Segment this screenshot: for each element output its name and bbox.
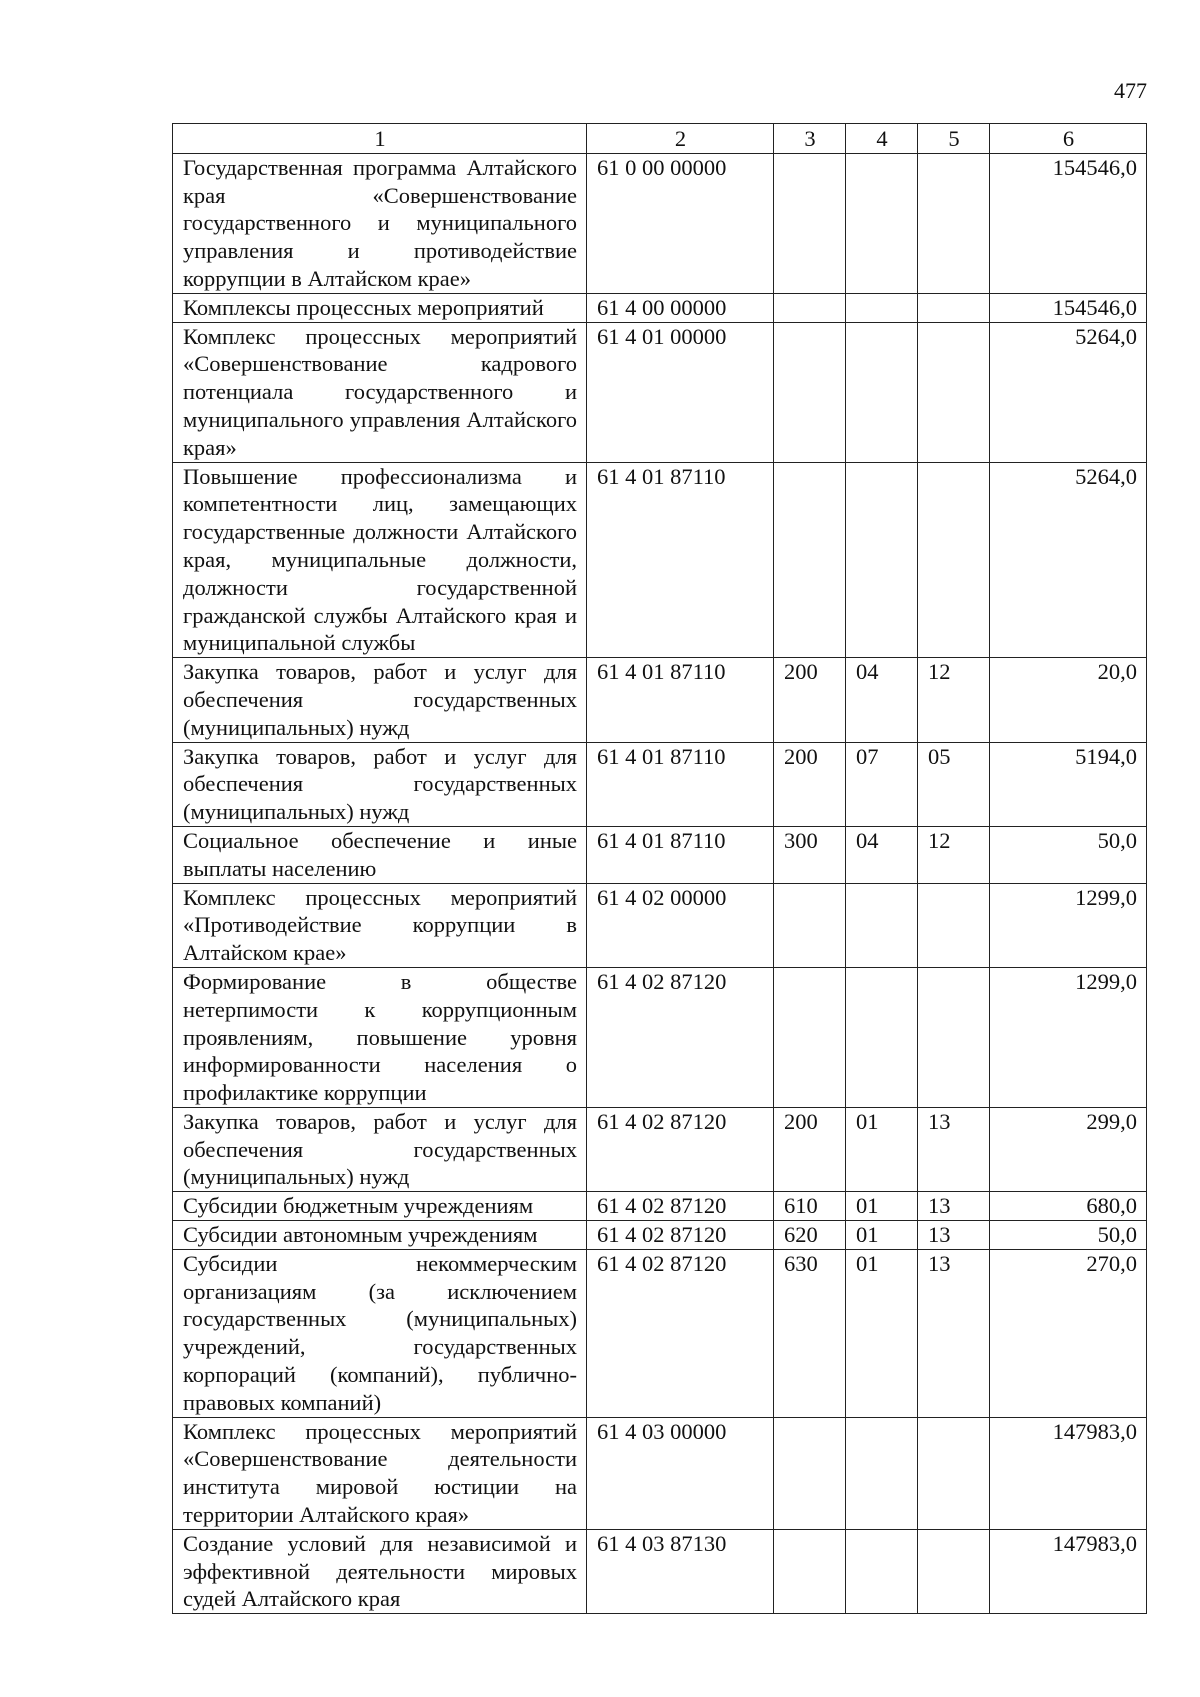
header-cell-4: 4 bbox=[846, 124, 918, 154]
row-col3-cell bbox=[774, 153, 846, 293]
row-amount-cell: 20,0 bbox=[990, 658, 1147, 742]
row-code-cell: 61 4 03 87130 bbox=[587, 1529, 774, 1613]
row-col5-cell: 13 bbox=[918, 1221, 990, 1250]
row-amount-cell: 50,0 bbox=[990, 826, 1147, 883]
table-row bbox=[173, 1249, 1147, 1417]
row-code-cell: 61 4 01 87110 bbox=[587, 658, 774, 742]
row-code-cell: 61 4 01 00000 bbox=[587, 322, 774, 462]
row-col5-cell: 05 bbox=[918, 742, 990, 826]
row-code-cell: 61 4 01 87110 bbox=[587, 826, 774, 883]
row-amount-cell: 50,0 bbox=[990, 1221, 1147, 1250]
row-amount-cell: 154546,0 bbox=[990, 153, 1147, 293]
row-col5-cell: 13 bbox=[918, 1192, 990, 1221]
header-cell-6: 6 bbox=[990, 124, 1147, 154]
row-name-cell: Создание условий для независимой и эффективной деятельности мировых судей Алтайского края bbox=[173, 1529, 587, 1613]
row-col3-cell: 200 bbox=[774, 1107, 846, 1191]
row-col5-cell bbox=[918, 967, 990, 1107]
page-number: 477 bbox=[1114, 78, 1147, 103]
row-amount-cell: 1299,0 bbox=[990, 967, 1147, 1107]
table-row bbox=[173, 883, 1147, 967]
row-col3-cell bbox=[774, 1529, 846, 1613]
row-amount-cell: 299,0 bbox=[990, 1107, 1147, 1191]
row-amount-cell: 5264,0 bbox=[990, 462, 1147, 658]
table-row bbox=[173, 967, 1147, 1107]
header-cell-1: 1 bbox=[173, 124, 587, 154]
row-name-cell: Закупка товаров, работ и услуг для обеспечения государственных (муниципальных) нужд bbox=[173, 742, 587, 826]
row-col5-cell bbox=[918, 322, 990, 462]
row-col4-cell bbox=[846, 1529, 918, 1613]
row-col5-cell bbox=[918, 1417, 990, 1529]
table-row bbox=[173, 153, 1147, 293]
row-col4-cell: 07 bbox=[846, 742, 918, 826]
row-col5-cell: 13 bbox=[918, 1249, 990, 1417]
row-code-cell: 61 4 02 87120 bbox=[587, 1107, 774, 1191]
row-code-cell: 61 4 02 87120 bbox=[587, 1192, 774, 1221]
row-col4-cell: 04 bbox=[846, 658, 918, 742]
row-col4-cell bbox=[846, 462, 918, 658]
table-row bbox=[173, 826, 1147, 883]
row-col4-cell: 01 bbox=[846, 1192, 918, 1221]
row-col4-cell bbox=[846, 322, 918, 462]
row-col3-cell: 200 bbox=[774, 742, 846, 826]
row-code-cell: 61 4 02 87120 bbox=[587, 1249, 774, 1417]
row-name-cell: Субсидии некоммерческим организациям (за исключением государственных (муниципальных) учреждений, государственных корпораций (компаний), публично-правовых компаний) bbox=[173, 1249, 587, 1417]
row-col5-cell: 12 bbox=[918, 826, 990, 883]
table-row bbox=[173, 1192, 1147, 1221]
row-name-cell: Комплексы процессных мероприятий bbox=[173, 293, 587, 322]
table-row bbox=[173, 1417, 1147, 1529]
row-name-cell: Субсидии бюджетным учреждениям bbox=[173, 1192, 587, 1221]
row-col4-cell: 01 bbox=[846, 1221, 918, 1250]
row-name-cell: Комплекс процессных мероприятий «Совершенствование кадрового потенциала государственного и муниципального управления Алтайского края» bbox=[173, 322, 587, 462]
row-col4-cell bbox=[846, 293, 918, 322]
table-row bbox=[173, 742, 1147, 826]
row-name-cell: Закупка товаров, работ и услуг для обеспечения государственных (муниципальных) нужд bbox=[173, 658, 587, 742]
row-name-cell: Субсидии автономным учреждениям bbox=[173, 1221, 587, 1250]
row-col5-cell bbox=[918, 462, 990, 658]
row-code-cell: 61 4 02 87120 bbox=[587, 967, 774, 1107]
table-row bbox=[173, 462, 1147, 658]
header-cell-5: 5 bbox=[918, 124, 990, 154]
row-col4-cell bbox=[846, 967, 918, 1107]
row-col4-cell bbox=[846, 1417, 918, 1529]
row-col4-cell bbox=[846, 153, 918, 293]
row-col5-cell bbox=[918, 1529, 990, 1613]
row-code-cell: 61 4 02 87120 bbox=[587, 1221, 774, 1250]
row-col4-cell: 01 bbox=[846, 1107, 918, 1191]
row-col3-cell bbox=[774, 462, 846, 658]
row-amount-cell: 5264,0 bbox=[990, 322, 1147, 462]
row-col4-cell: 01 bbox=[846, 1249, 918, 1417]
row-amount-cell: 680,0 bbox=[990, 1192, 1147, 1221]
row-name-cell: Комплекс процессных мероприятий «Совершенствование деятельности института мировой юстиции на территории Алтайского края» bbox=[173, 1417, 587, 1529]
row-code-cell: 61 4 02 00000 bbox=[587, 883, 774, 967]
budget-table bbox=[172, 123, 1147, 1614]
table-row bbox=[173, 1529, 1147, 1613]
header-row bbox=[173, 124, 1147, 154]
row-col3-cell: 620 bbox=[774, 1221, 846, 1250]
table-row bbox=[173, 658, 1147, 742]
row-col5-cell bbox=[918, 883, 990, 967]
row-col3-cell bbox=[774, 883, 846, 967]
row-name-cell: Комплекс процессных мероприятий «Противодействие коррупции в Алтайском крае» bbox=[173, 883, 587, 967]
row-col3-cell: 630 bbox=[774, 1249, 846, 1417]
header-cell-3: 3 bbox=[774, 124, 846, 154]
row-amount-cell: 1299,0 bbox=[990, 883, 1147, 967]
row-amount-cell: 147983,0 bbox=[990, 1529, 1147, 1613]
row-col3-cell bbox=[774, 1417, 846, 1529]
row-col5-cell: 13 bbox=[918, 1107, 990, 1191]
row-code-cell: 61 4 00 00000 bbox=[587, 293, 774, 322]
row-amount-cell: 270,0 bbox=[990, 1249, 1147, 1417]
row-name-cell: Формирование в обществе нетерпимости к коррупционным проявлениям, повышение уровня информированности населения о профилактике коррупции bbox=[173, 967, 587, 1107]
row-col3-cell bbox=[774, 293, 846, 322]
table-row bbox=[173, 322, 1147, 462]
row-code-cell: 61 4 01 87110 bbox=[587, 742, 774, 826]
row-col5-cell bbox=[918, 293, 990, 322]
row-amount-cell: 5194,0 bbox=[990, 742, 1147, 826]
row-code-cell: 61 4 03 00000 bbox=[587, 1417, 774, 1529]
row-code-cell: 61 0 00 00000 bbox=[587, 153, 774, 293]
row-col3-cell bbox=[774, 967, 846, 1107]
row-col3-cell: 610 bbox=[774, 1192, 846, 1221]
row-col3-cell bbox=[774, 322, 846, 462]
row-col4-cell bbox=[846, 883, 918, 967]
row-amount-cell: 147983,0 bbox=[990, 1417, 1147, 1529]
row-code-cell: 61 4 01 87110 bbox=[587, 462, 774, 658]
table-row bbox=[173, 293, 1147, 322]
row-col5-cell bbox=[918, 153, 990, 293]
row-amount-cell: 154546,0 bbox=[990, 293, 1147, 322]
row-col5-cell: 12 bbox=[918, 658, 990, 742]
table-row bbox=[173, 1221, 1147, 1250]
row-name-cell: Закупка товаров, работ и услуг для обеспечения государственных (муниципальных) нужд bbox=[173, 1107, 587, 1191]
row-col3-cell: 200 bbox=[774, 658, 846, 742]
row-name-cell: Повышение профессионализма и компетентности лиц, замещающих государственные должности Алтайского края, муниципальные должности, должности государственной гражданской службы Алтайского края и муниципальной службы bbox=[173, 462, 587, 658]
row-col4-cell: 04 bbox=[846, 826, 918, 883]
row-name-cell: Государственная программа Алтайского края «Совершенствование государственного и муниципального управления и противодействие коррупции в Алтайском крае» bbox=[173, 153, 587, 293]
header-cell-2: 2 bbox=[587, 124, 774, 154]
row-col3-cell: 300 bbox=[774, 826, 846, 883]
table-row bbox=[173, 1107, 1147, 1191]
row-name-cell: Социальное обеспечение и иные выплаты населению bbox=[173, 826, 587, 883]
